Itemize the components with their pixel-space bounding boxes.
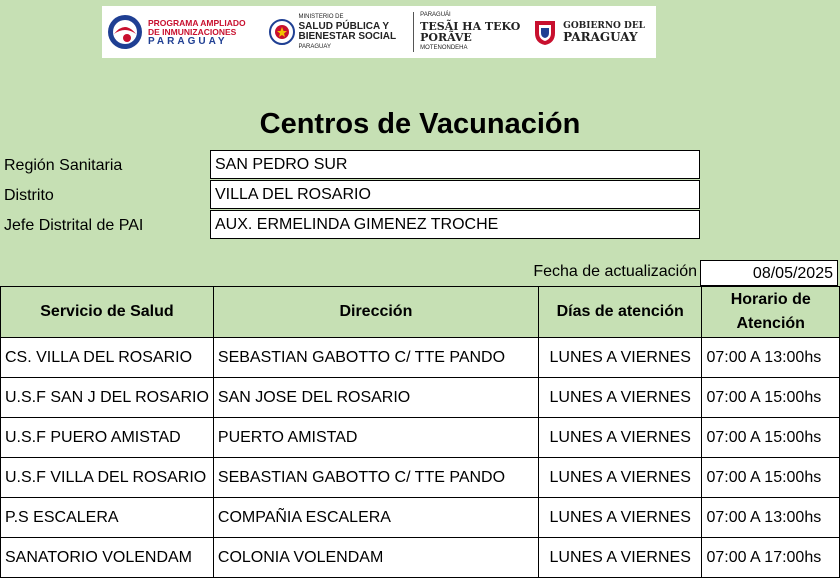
tesai-line3: PORÃVE <box>420 31 472 44</box>
table-row <box>1 418 840 458</box>
cell-dias: LUNES A VIERNES <box>538 418 702 458</box>
gobierno-line2: PARAGUAY <box>563 29 638 44</box>
pai-logo <box>102 6 269 58</box>
msp-logo <box>269 6 414 58</box>
page-title: Centros de Vacunación <box>259 108 581 140</box>
cell-direccion: COMPAÑIA ESCALERA <box>213 498 538 538</box>
table-row <box>1 378 840 418</box>
cell-servicio: SANATORIO VOLENDAM <box>1 538 214 578</box>
jefe-label: Jefe Distrital de PAI <box>4 217 144 234</box>
msp-line1: MINISTERIO DE <box>298 14 344 20</box>
cell-dias: LUNES A VIERNES <box>538 378 702 418</box>
gobierno-emblem-icon <box>531 17 559 47</box>
fecha-value: 08/05/2025 <box>700 260 838 286</box>
region-label: Región Sanitaria <box>4 157 123 174</box>
table-row <box>1 498 840 538</box>
paraguay-seal-icon <box>269 19 295 45</box>
cell-dias: LUNES A VIERNES <box>538 498 702 538</box>
table-row <box>1 538 840 578</box>
pai-emblem-icon <box>106 12 144 52</box>
jefe-value: AUX. ERMELINDA GIMENEZ TROCHE <box>210 210 700 239</box>
cell-direccion: SEBASTIAN GABOTTO C/ TTE PANDO <box>213 338 538 378</box>
vaccination-centers-table <box>0 286 840 578</box>
cell-dias: LUNES A VIERNES <box>538 538 702 578</box>
cell-servicio: U.S.F VILLA DEL ROSARIO <box>1 458 214 498</box>
logo-banner <box>102 6 656 58</box>
tesai-line4: MOTENONDEHA <box>420 45 468 51</box>
cell-direccion: SAN JOSE DEL ROSARIO <box>213 378 538 418</box>
table-row <box>1 338 840 378</box>
cell-horario: 07:00 A 15:00hs <box>702 458 840 498</box>
cell-horario: 07:00 A 15:00hs <box>702 378 840 418</box>
cell-direccion: COLONIA VOLENDAM <box>213 538 538 578</box>
distrito-value: VILLA DEL ROSARIO <box>210 180 700 209</box>
cell-direccion: SEBASTIAN GABOTTO C/ TTE PANDO <box>213 458 538 498</box>
table-header-row <box>1 287 840 338</box>
pai-line3: PARAGUAY <box>148 35 228 47</box>
fecha-label: Fecha de actualización <box>533 263 697 280</box>
gobierno-logo <box>531 6 656 58</box>
distrito-label: Distrito <box>4 187 54 204</box>
header-horario: Horario de Atención <box>702 287 840 338</box>
cell-servicio: U.S.F SAN J DEL ROSARIO <box>1 378 214 418</box>
msp-line4: PARAGUAY <box>298 44 331 50</box>
cell-horario: 07:00 A 17:00hs <box>702 538 840 578</box>
tesai-logo <box>414 6 531 58</box>
region-value: SAN PEDRO SUR <box>210 150 700 179</box>
msp-line2: SALUD PÚBLICA Y <box>298 21 390 32</box>
cell-direccion: PUERTO AMISTAD <box>213 418 538 458</box>
pai-line1: PROGRAMA AMPLIADO <box>148 17 246 28</box>
cell-horario: 07:00 A 13:00hs <box>702 498 840 538</box>
pai-line2: DE INMUNIZACIONES <box>148 26 237 37</box>
header-direccion: Dirección <box>213 287 538 338</box>
header-servicio: Servicio de Salud <box>1 287 214 338</box>
table-row <box>1 458 840 498</box>
tesai-line1: PARAGUÁI <box>420 12 451 18</box>
cell-servicio: P.S ESCALERA <box>1 498 214 538</box>
cell-horario: 07:00 A 13:00hs <box>702 338 840 378</box>
cell-servicio: CS. VILLA DEL ROSARIO <box>1 338 214 378</box>
tesai-line2: TESÃI HA TEKO <box>420 20 521 33</box>
cell-servicio: U.S.F PUERO AMISTAD <box>1 418 214 458</box>
cell-dias: LUNES A VIERNES <box>538 338 702 378</box>
header-dias: Días de atención <box>538 287 702 338</box>
cell-horario: 07:00 A 15:00hs <box>702 418 840 458</box>
msp-line3: BIENESTAR SOCIAL <box>298 31 397 42</box>
gobierno-line1: GOBIERNO DEL <box>563 20 646 31</box>
cell-dias: LUNES A VIERNES <box>538 458 702 498</box>
